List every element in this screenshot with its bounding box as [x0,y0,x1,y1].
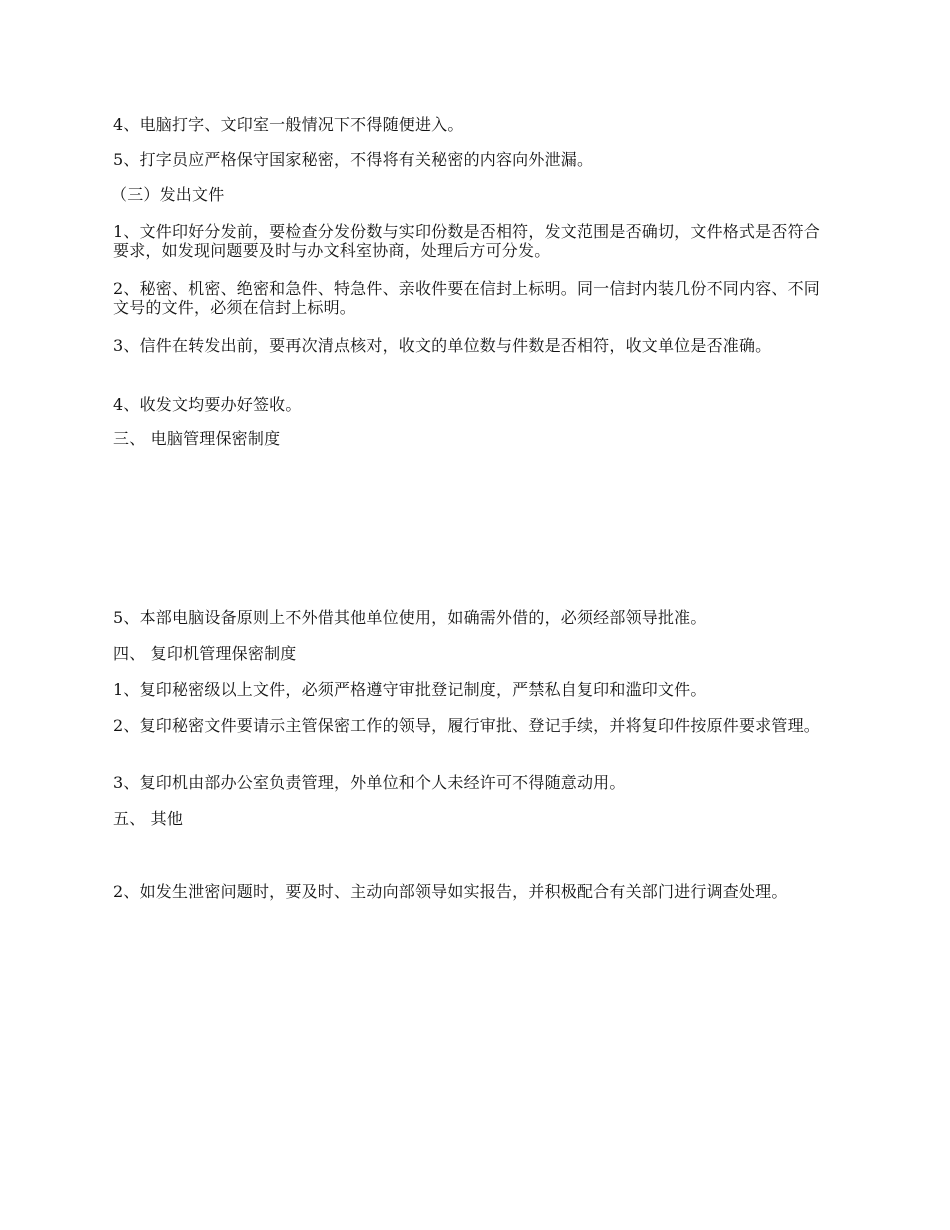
paragraph-copy-approval: 1、复印秘密级以上文件，必须严格遵守审批登记制度，严禁私自复印和滥印文件。 [113,680,707,699]
paragraph-forwarding-check: 3、信件在转发出前，要再次清点核对，收文的单位数与件数是否相符，收文单位是否准确。 [113,336,772,355]
paragraph-envelope-marking: 2、秘密、机密、绝密和急件、特急件、亲收件要在信封上标明。同一信封内装几份不同内容、不同文号的文件，必须在信封上标明。 [113,279,820,317]
paragraph-leak-report: 2、如发生泄密问题时，要及时、主动向部领导如实报告，并积极配合有关部门进行调查处理。 [113,882,788,901]
paragraph-copy-secret-docs: 2、复印秘密文件要请示主管保密工作的领导，履行审批、登记手续，并将复印件按原件要求管理。 [113,716,820,735]
heading-computer-security: 三、 电脑管理保密制度 [113,429,281,448]
paragraph-copier-management: 3、复印机由部办公室负责管理，外单位和个人未经许可不得随意动用。 [113,773,626,792]
paragraph-typing-room-access: 4、电脑打字、文印室一般情况下不得随便进入。 [113,115,464,134]
heading-copier-security: 四、 复印机管理保密制度 [113,644,297,663]
paragraph-distribution-check: 1、文件印好分发前，要检查分发份数与实印份数是否相符，发文范围是否确切，文件格式是否符合要求，如发现问题要及时与办文科室协商，处理后方可分发。 [113,222,820,260]
heading-other: 五、 其他 [113,809,184,828]
heading-outgoing-documents: （三）发出文件 [111,185,225,204]
paragraph-computer-lending: 5、本部电脑设备原则上不外借其他单位使用，如确需外借的，必须经部领导批准。 [113,608,707,627]
paragraph-sign-receipt: 4、收发文均要办好签收。 [113,395,302,414]
paragraph-typist-confidentiality: 5、打字员应严格保守国家秘密，不得将有关秘密的内容向外泄漏。 [113,150,594,169]
